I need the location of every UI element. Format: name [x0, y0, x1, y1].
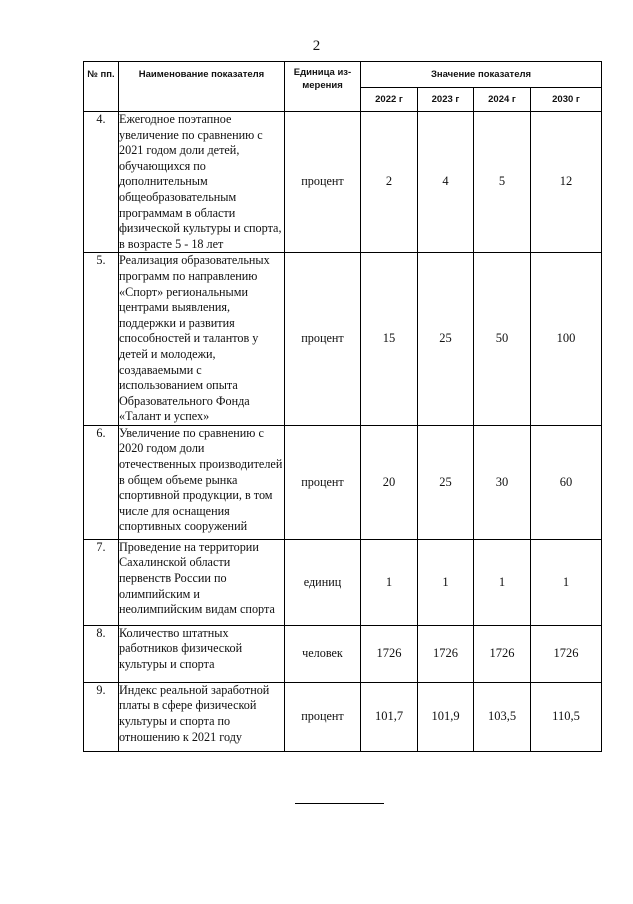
row-number: 6. [84, 425, 119, 539]
value-2030: 110,5 [531, 682, 602, 751]
value-2030: 1726 [531, 625, 602, 682]
indicator-unit: процент [285, 425, 361, 539]
indicator-name: Ежегодное поэтапное увеличение по сравнению с 2021 годом доли детей, обучающихся по дополнительным общеобразовательным программам в области физической культуры и спорта, в возрасте 5 - 18 лет [119, 112, 285, 253]
value-2024: 30 [474, 425, 531, 539]
indicator-name: Увеличение по сравнению с 2020 годом доли отечественных производителей в общем объеме рынка спортивной продукции, в том числе для оснащения спортивных сооружений [119, 425, 285, 539]
value-2024: 1 [474, 539, 531, 625]
indicator-name: Количество штатных работников физической культуры и спорта [119, 625, 285, 682]
table-row [84, 539, 602, 625]
header-name: Наименование показателя [119, 62, 285, 112]
indicator-unit: человек [285, 625, 361, 682]
header-unit: Единица из-мерения [285, 62, 361, 112]
indicator-unit: процент [285, 253, 361, 426]
table-row [84, 253, 602, 426]
page-number: 2 [312, 38, 321, 54]
header-year: 2022 г [361, 88, 418, 112]
row-number: 7. [84, 539, 119, 625]
value-2030: 100 [531, 253, 602, 426]
indicator-unit: процент [285, 112, 361, 253]
row-number: 5. [84, 253, 119, 426]
indicator-unit: процент [285, 682, 361, 751]
value-2023: 101,9 [418, 682, 474, 751]
value-2030: 60 [531, 425, 602, 539]
indicator-name: Проведение на территории Сахалинской области первенств России по олимпийским и неолимпийским видам спорта [119, 539, 285, 625]
value-2023: 25 [418, 425, 474, 539]
table-row [84, 112, 602, 253]
table-row [84, 625, 602, 682]
indicator-name: Индекс реальной заработной платы в сфере физической культуры и спорта по отношению к 2021 году [119, 682, 285, 751]
separator-line [295, 803, 384, 804]
table-row [84, 682, 602, 751]
value-2022: 15 [361, 253, 418, 426]
value-2024: 5 [474, 112, 531, 253]
value-2022: 1 [361, 539, 418, 625]
header-year: 2030 г [531, 88, 602, 112]
row-number: 9. [84, 682, 119, 751]
header-year: 2024 г [474, 88, 531, 112]
value-2024: 103,5 [474, 682, 531, 751]
header-num: № пп. [84, 62, 119, 112]
indicator-name: Реализация образовательных программ по направлению «Спорт» региональными центрами выявления, поддержки и развития способностей и талантов у детей и молодежи, создаваемыми с использованием опыта Образовательного Фонда «Талант и успех» [119, 253, 285, 426]
value-2022: 20 [361, 425, 418, 539]
value-2022: 1726 [361, 625, 418, 682]
value-2030: 1 [531, 539, 602, 625]
indicator-unit: единиц [285, 539, 361, 625]
value-2030: 12 [531, 112, 602, 253]
value-2023: 25 [418, 253, 474, 426]
value-2022: 101,7 [361, 682, 418, 751]
indicators-table [83, 61, 602, 752]
value-2022: 2 [361, 112, 418, 253]
value-2024: 1726 [474, 625, 531, 682]
value-2023: 1726 [418, 625, 474, 682]
row-number: 8. [84, 625, 119, 682]
header-value-group: Значение показателя [361, 62, 602, 88]
value-2024: 50 [474, 253, 531, 426]
table-row [84, 425, 602, 539]
header-year: 2023 г [418, 88, 474, 112]
value-2023: 4 [418, 112, 474, 253]
row-number: 4. [84, 112, 119, 253]
value-2023: 1 [418, 539, 474, 625]
